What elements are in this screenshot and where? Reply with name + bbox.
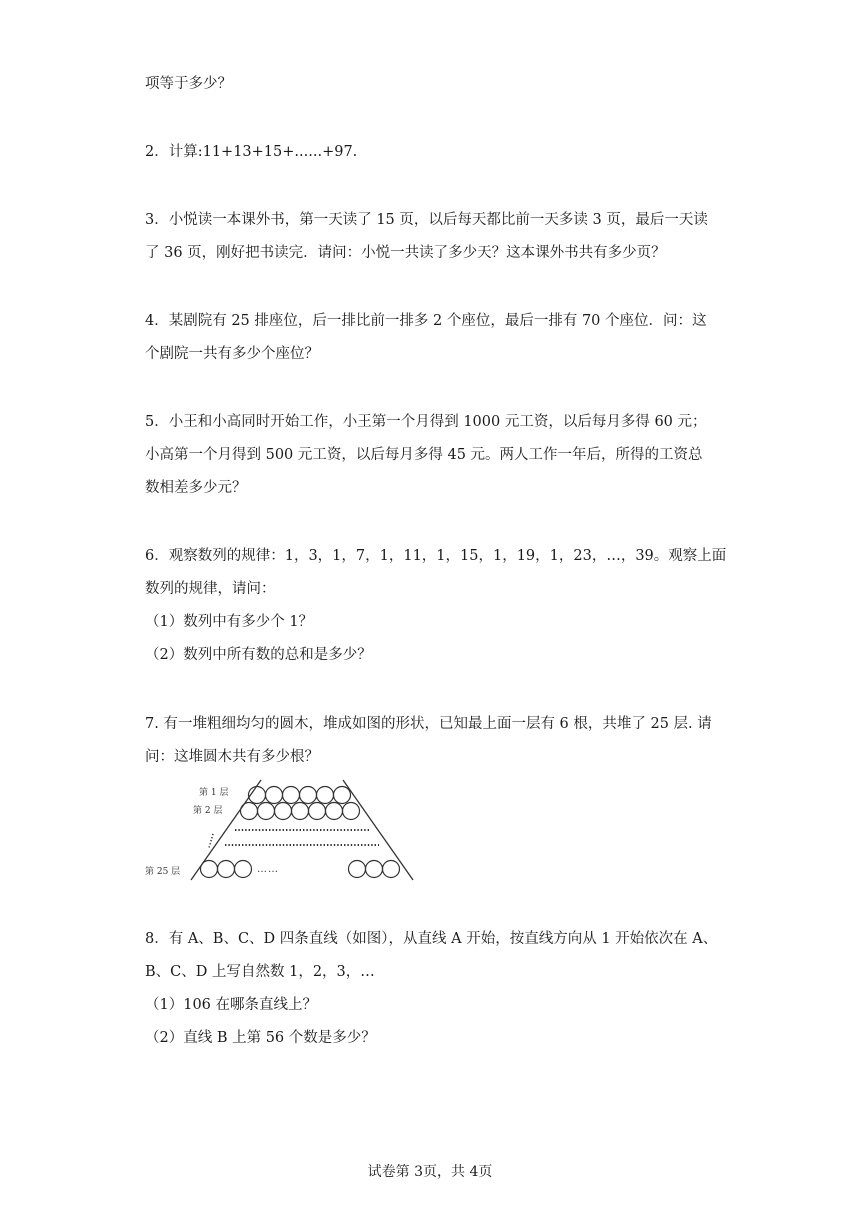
question-8-line-1: 8．有 A、B、C、D 四条直线（如图），从直线 A 开始，按直线方向从 1 开始依次在 A、 [145,931,718,947]
question-8-line-2: B、C、D 上写自然数 1，2，3，… [145,964,375,980]
question-3-line-2: 了 36 页，刚好把书读完．请问：小悦一共读了多少天？这本课外书共有多少页？ [145,245,666,261]
question-4-line-2: 个剧院一共有多少个座位？ [145,346,319,362]
layer-1-label: 第 1 层 [199,788,229,798]
question-3-line-1: 3．小悦读一本课外书，第一天读了 15 页，以后每天都比前一天多读 3 页，最后一天读 [145,212,708,228]
question-6-part-1: （1）数列中有多少个 1？ [145,614,314,630]
question-5-line-3: 数相差多少元？ [145,480,247,496]
layer-1-logs [249,787,351,804]
question-5-line-1: 5．小王和小高同时开始工作，小王第一个月得到 1000 元工资，以后每月多得 60 元； [145,414,707,430]
question-4-line-1: 4．某剧院有 25 排座位，后一排比前一排多 2 个座位，最后一排有 70 个座位．问：这 [145,313,707,329]
question-6-line-1: 6．观察数列的规律：1，3，1，7，1，11，1，15，1，19，1，23，…，39。观察上面 [145,548,727,564]
layer-25-dots: …… [257,864,279,875]
question-6-line-2: 数列的规律，请问： [145,581,276,597]
page-footer: 试卷第 3页，共 4页 [367,1164,493,1180]
layer-25-logs [201,861,400,878]
left-vertical-dots [209,834,213,848]
text-line-q1-end: 项等于多少？ [145,76,232,92]
question-6-part-2: （2）数列中所有数的总和是多少？ [145,647,372,663]
question-2: 2．计算:11+13+15+......+97. [145,144,358,160]
question-5-line-2: 小高第一个月得到 500 元工资，以后每月多得 45 元。两人工作一年后，所得的工资总 [145,447,703,463]
question-7-line-2: 问：这堆圆木共有多少根？ [145,749,319,765]
question-8-part-2: （2）直线 B 上第 56 个数是多少？ [145,1030,376,1046]
layer-2-logs [241,803,360,820]
pile-right-edge [343,780,413,880]
layer-2-label: 第 2 层 [193,806,223,816]
question-8-part-1: （1）106 在哪条直线上？ [145,997,318,1013]
dotted-rows [225,830,379,845]
question-7-line-1: 7. 有一堆粗细均匀的圆木，堆成如图的形状，已知最上面一层有 6 根，共堆了 25 层. 请 [145,716,712,732]
log-pile-figure [143,776,415,886]
layer-25-label: 第 25 层 [145,867,181,877]
